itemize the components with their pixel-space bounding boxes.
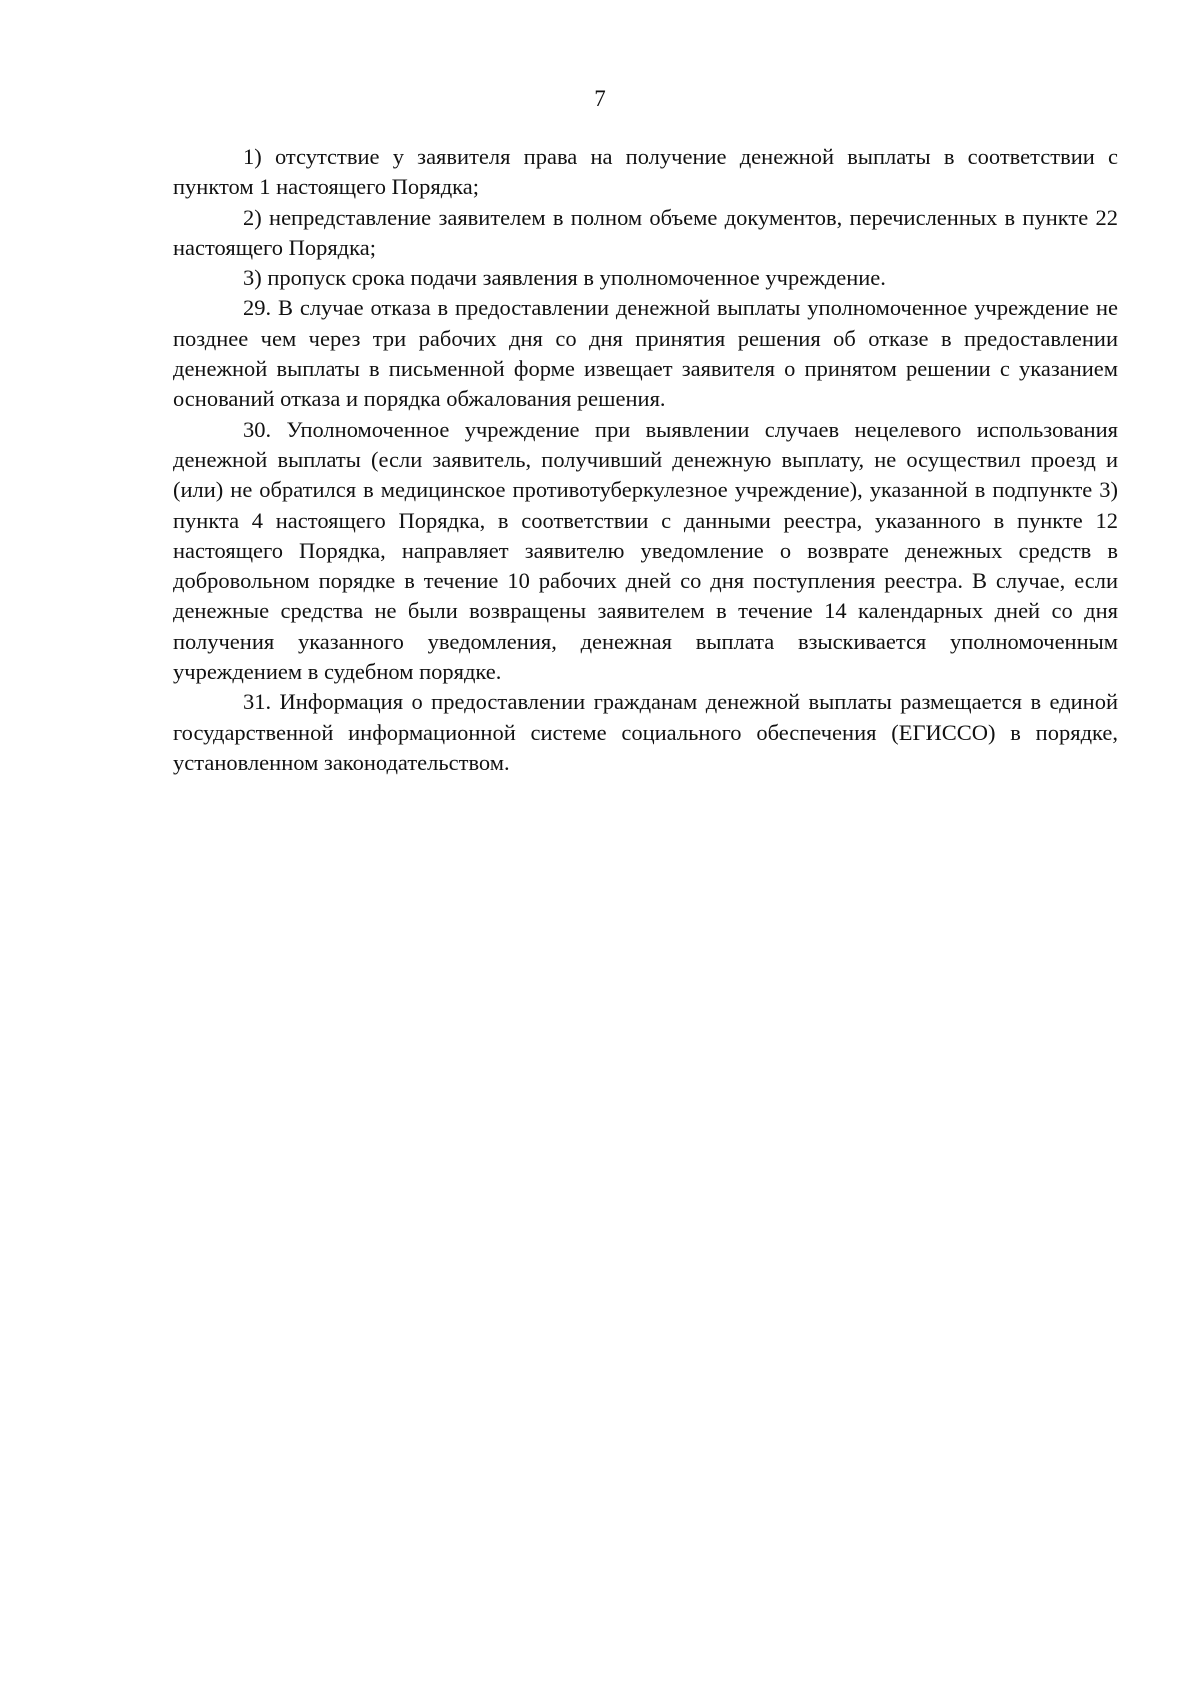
clause-30: 30. Уполномоченное учреждение при выявлении случаев нецелевого использования денежной выплаты (если заявитель, получивший денежную выплату, не осуществил проезд и (или) не обратился в медицинское противотуберкулезное учреждение), указанной в подпункте 3) пункта 4 настоящего Порядка, в соответствии с данными реестра, указанного в пункте 12 настоящего Порядка, направляет заявителю уведомление о возврате денежных средств в добровольном порядке в течение 10 рабочих дней со дня поступления реестра. В случае, если денежные средства не были возвращены заявителем в течение 14 календарных дней со дня получения указанного уведомления, денежная выплата взыскивается уполномоченным учреждением в судебном порядке. <box>173 416 1118 685</box>
document-body <box>173 142 1118 778</box>
list-item-1: 1) отсутствие у заявителя права на получение денежной выплаты в соответствии с пунктом 1 настоящего Порядка; <box>173 144 1118 200</box>
clause-29: 29. В случае отказа в предоставлении денежной выплаты уполномоченное учреждение не позднее чем через три рабочих дня со дня принятия решения об отказе в предоставлении денежной выплаты в письменной форме извещает заявителя о принятом решении с указанием оснований отказа и порядка обжалования решения. <box>173 295 1118 412</box>
list-item-3: 3) пропуск срока подачи заявления в уполномоченное учреждение. <box>243 265 886 291</box>
clause-31: 31. Информация о предоставлении гражданам денежной выплаты размещается в единой государственной информационной системе социального обеспечения (ЕГИССО) в порядке, установленном законодательством. <box>173 689 1118 775</box>
page-number: 7 <box>594 86 606 111</box>
list-item-2: 2) непредставление заявителем в полном объеме документов, перечисленных в пункте 22 настоящего Порядка; <box>173 204 1118 260</box>
